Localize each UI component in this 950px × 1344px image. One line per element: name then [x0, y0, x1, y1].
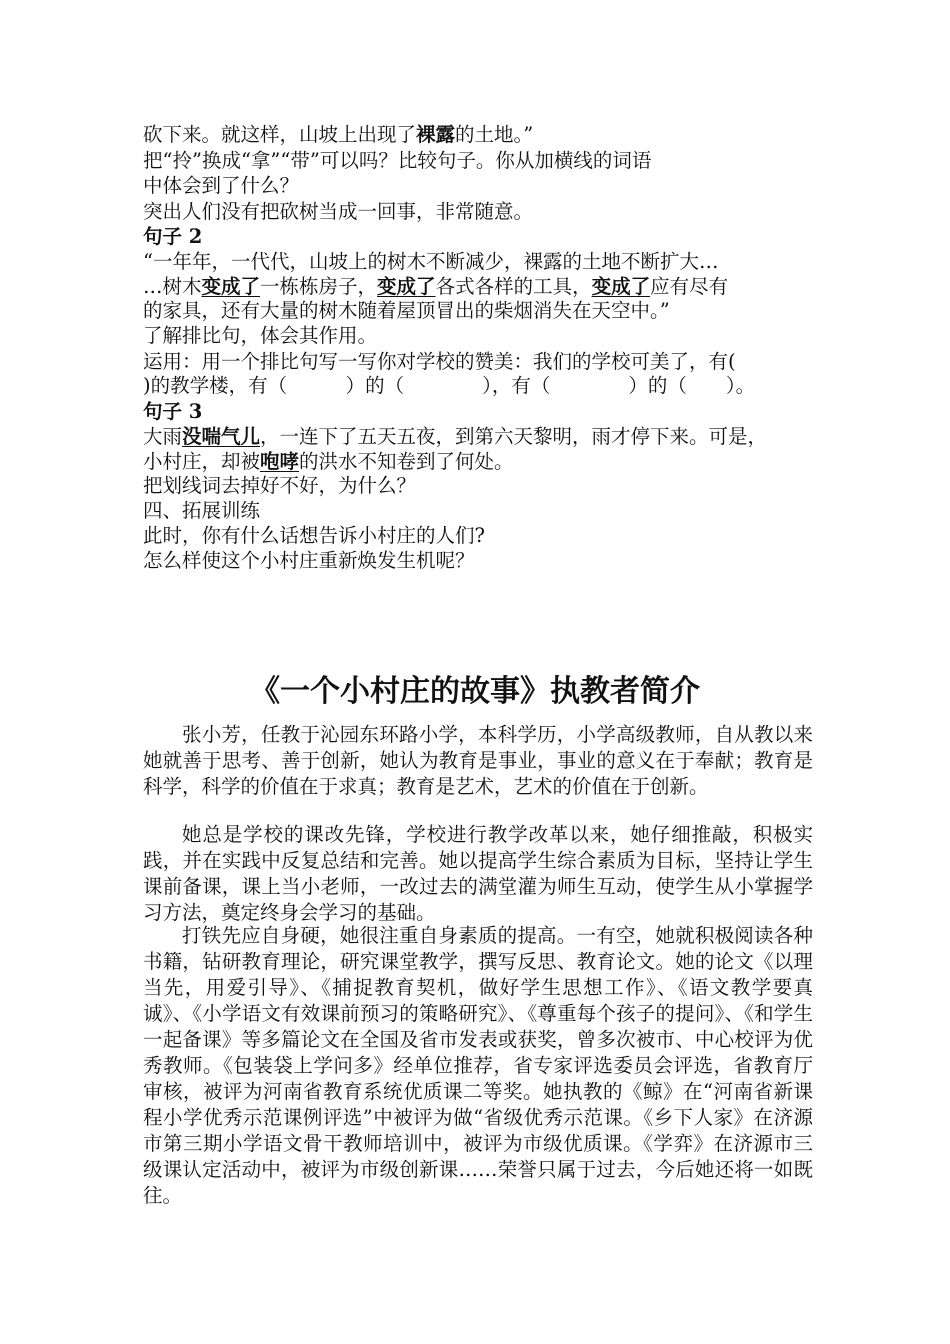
- text-run: …树木: [143, 275, 202, 298]
- sentence-3-line-1: [143, 425, 767, 449]
- text-run: 大雨: [143, 425, 183, 448]
- profile-paragraph-3: 打铁先应自身硬，她很注重自身素质的提高。一有空，她就积极阅读各种书籍，钻研教育理论，研究课堂教学，撰写反思、教育论文。她的论文《以理当先，用爱引导》、《捕捉教育契机，做好学生思想工作》、《语文教学要真诚》、《小学语文有效课前预习的策略研究》、《尊重每个孩子的提问》、《和学生一起备课》等多篇论文在全国及省市发表或获奖，曾多次被市、中心校评为优秀教师。《包装袋上学问多》经单位推荐，省专家评选委员会评选，省教育厅审核，被评为河南省教育系统优质课二等奖。她执教的《鲸》在“河南省新课程小学优秀示范课例评选”中被评为做“省级优秀示范课。《乡下人家》在济源市第三期小学语文骨干教师培训中，被评为市级优质课。《学弈》在济源市三级课认定活动中，被评为市级创新课……荣誉只属于过去，今后她还将一如既往。: [143, 924, 813, 1207]
- text-run: 的土地。”: [455, 123, 534, 146]
- bold-word: 裸露: [416, 123, 456, 146]
- text-run: ，一连下了五天五夜，到第六天黎明，雨才停下来。可是，: [260, 425, 768, 448]
- answer-1: 突出人们没有把砍树当成一回事，非常随意。: [143, 200, 534, 223]
- sentence-2-line-3: 的家具，还有大量的树木随着屋顶冒出的柴烟消失在天空中。”: [143, 299, 670, 322]
- question-1-line-2: 中体会到了什么？: [143, 174, 300, 197]
- profile-paragraph-2: 她总是学校的课改先锋，学校进行教学改革以来，她仔细推敲，积极实践，并在实践中反复总结和完善。她以提高学生综合素质为目标，坚持让学生课前备课，课上当小老师，一改过去的满堂灌为师生互动，使学生从小掌握学习方法，奠定终身会学习的基础。: [143, 823, 813, 924]
- question-2: 了解排比句，体会其作用。: [143, 324, 378, 347]
- exercise-2-line-2: )的教学楼，有（ ）的（ ），有（ ）的（ ）。: [143, 374, 756, 397]
- text-run: 砍下来。就这样，山坡上出现了: [143, 123, 417, 146]
- question-3: 把划线词去掉好不好，为什么？: [143, 474, 417, 497]
- heading-sentence-3: 句子 3: [143, 400, 203, 423]
- sentence-1-line: [143, 123, 533, 147]
- exercise-2-line-1: 运用：用一个排比句写一写你对学校的赞美：我们的学校可美了，有(: [143, 350, 736, 373]
- question-4-b: 怎么样使这个小村庄重新焕发生机呢？: [143, 549, 475, 572]
- underlined-word: 变成了: [377, 275, 436, 298]
- underlined-word: 变成了: [591, 275, 651, 298]
- profile-title: 《一个小村庄的故事》执教者简介: [250, 674, 700, 709]
- underlined-word: 没喘气儿: [182, 425, 261, 448]
- text-run: 的洪水不知卷到了何处。: [299, 450, 514, 473]
- text-run: 小村庄，却被: [143, 450, 261, 473]
- underlined-word: 咆哮: [260, 450, 300, 473]
- heading-sentence-2: 句子 2: [143, 225, 203, 248]
- sentence-3-line-2: [143, 450, 514, 474]
- underlined-word: 变成了: [201, 275, 261, 298]
- heading-extension: 四、拓展训练: [143, 499, 261, 522]
- question-1-line: 把“拎”换成“拿”“带”可以吗？比较句子。你从加横线的词语: [143, 149, 652, 172]
- sentence-2-line-2: [143, 275, 728, 299]
- profile-paragraph-1: 张小芳，任教于沁园东环路小学，本科学历，小学高级教师，自从教以来她就善于思考、善于创新，她认为教育是事业，事业的意义在于奉献；教育是科学，科学的价值在于求真；教育是艺术，艺术的价值在于创新。: [143, 723, 813, 798]
- sentence-2-line-1: “一年年，一代代，山坡上的树木不断减少，裸露的土地不断扩大…: [143, 250, 719, 273]
- text-run: 应有尽有: [650, 275, 729, 298]
- text-run: 各式各样的工具，: [435, 275, 592, 298]
- text-run: 一栋栋房子，: [260, 275, 378, 298]
- question-4-a: 此时，你有什么话想告诉小村庄的人们?: [143, 524, 485, 547]
